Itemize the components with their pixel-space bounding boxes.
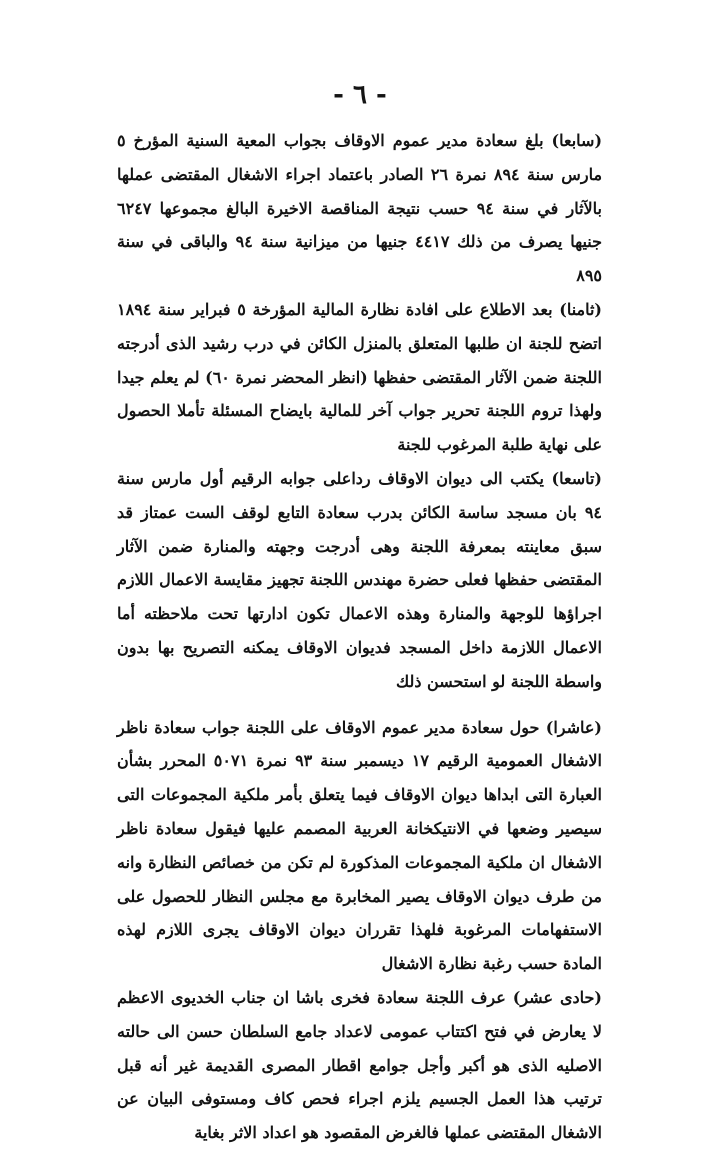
entry-text: بلغ سعادة مدير عموم الاوقاف بجواب المعية السنية المؤرخ ٥ مارس سنة ٨٩٤ نمرة ٢٦ الصادر باعتماد اجراء الاشغال المقتضى عملها بالآثار في سنة ٩٤ حسب نتيجة المناقصة الاخيرة البالغ مجموعها ٦٢٤٧ جنيها يصرف من ذلك ٤٤١٧ جنيها من ميزانية سنة ٩٤ والباقى في سنة ٨٩٥ (117, 131, 603, 286)
entry-label: (حادى عشر) (512, 987, 602, 1007)
minutes-body (117, 124, 602, 1150)
entry-eleventh (117, 981, 602, 1150)
entry-tenth (117, 711, 602, 981)
page-number: - ٦ - (333, 80, 387, 110)
entry-eighth (117, 293, 602, 462)
entry-label: (سابعا) (551, 131, 603, 150)
entry-text: بعد الاطلاع على افادة نظارة المالية المؤرخة ٥ فبراير سنة ١٨٩٤ اتضح للجنة ان طلبها المتعلق بالمنزل الكائن في درب رشيد الذى أدرجته اللجنة ضمن الآثار المقتضى حفظها (انظر المحضر نمرة ٦٠) لم يعلم جيدا ولهذا تروم اللجنة تحرير جواب آخر للمالية بايضاح المسئلة تأملا الحصول على نهاية طلبة المرغوب للجنة (117, 299, 603, 455)
entry-label: (عاشرا) (545, 717, 602, 737)
entry-text: عرف اللجنة سعادة فخرى باشا ان جناب الخديوى الاعظم لا يعارض في فتح اكتتاب عمومى لاعداد جامع السلطان حسن الى حالته الاصليه الذى هو أكبر وأجل جوامع اقطار المصرى القديمة غير أنه قبل ترتيب هذا العمل الجسيم يلزم اجراء فحص كاف ومستوفى البيان عن الاشغال المقتضى عملها فالغرض المقصود هو اعداد الاثر بغاية (117, 987, 603, 1143)
entry-ninth (117, 462, 602, 699)
entry-seventh (117, 124, 602, 293)
entry-text: حول سعادة مدير عموم الاوقاف على اللجنة جواب سعادة ناظر الاشغال العمومية الرقيم ١٧ ديسمبر سنة ٩٣ نمرة ٥٠٧١ المحرر بشأن العبارة التى ابداها ديوان الاوقاف فيما يتعلق بأمر ملكية المجموعات التى سيصير وضعها في الانتيكخانة العربية المصمم عليها فيقول سعادة ناظر الاشغال ان ملكية المجموعات المذكورة لم تكن من خصائص النظارة وانه من طرف ديوان الاوقاف يصير المخابرة مع مجلس النظار للحصول على الاستفهامات المرغوبة فلهذا تقرران ديوان الاوقاف يجرى اللازم لهذه المادة حسب رغبة نظارة الاشغال (117, 717, 602, 974)
entry-label: (ثامنا) (559, 299, 602, 319)
entry-text: يكتب الى ديوان الاوقاف رداعلى جوابه الرقيم أول مارس سنة ٩٤ بان مسجد ساسة الكائن بدرب سعادة التابع لوقف الست عمتاز قد سبق معاينته بمعرفة اللجنة وهى أدرجت وجهته والمنارة ضمن الآثار المقتضى حفظها فعلى حضرة مهندس اللجنة تجهيز مقايسة الاعمال اللازم اجراؤها للوجهة والمنارة وهذه الاعمال تكون ادارتها تحت ملاحظته أما الاعمال اللازمة داخل المسجد فديوان الاوقاف يمكنه التصريح بها بدون واسطة اللجنة لو استحسن ذلك (117, 468, 603, 691)
entry-label: (تاسعا) (551, 468, 602, 488)
